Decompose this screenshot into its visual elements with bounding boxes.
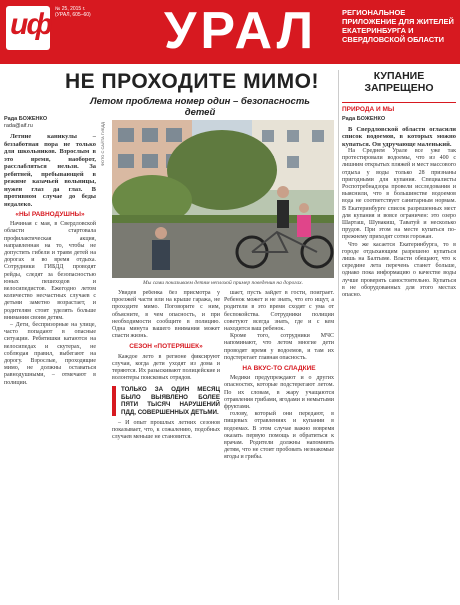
article-subtitle: Летом проблема номер один – безопасность детей [90,96,310,118]
paragraph: Увидев ребенка без присмотра у проезжей части или на крыше гаража, не проходите мимо. Поговорите с ним, объясните, в чем опасность, и при необходимости сообщите в полицию. Одна минута вашего внимания может спасти жизнь. [112,290,220,340]
paragraph: голову, который они передают, в пищевых отравлениях и купании в водоемах. В этом случае важно вовремя оказать первую помощь и обратиться к врачам. Родители должны напомнить детям, что не стоит пробовать незнакомые ягоды и грибы. [224,411,334,461]
paragraph: Что же касается Екатеринбурга, то в городе отдыхающим разрешено купаться лишь на Балтыме. Власти обещают, что к середине лета перечень станет больше, однако пока информацию о качестве воды лучше проверять самостоятельно. Купаться в не оборудованных для этого местах опасно. [342,241,456,299]
column-divider [338,70,339,600]
section-title: УРАЛ [164,2,318,60]
logo-text: иф [10,8,51,41]
sidebar-heading: КУПАНИЕ ЗАПРЕЩЕНО [364,70,434,94]
article-lead: Летние каникулы – беззаботная пора не только для школьников. Взрослым в это время, наоборот, расслабляться нельзя. За ребятней, пребывающей в режиме казачьей вольницы, нужен глаз да глаз. В противном случае до беды недалеко. [4,133,96,208]
article-column-2 [112,290,220,602]
byline-email: rada@aif.ru [4,122,33,129]
article-title: НЕ ПРОХОДИТЕ МИМО! [64,70,320,93]
sidebar-text [342,116,456,596]
paragraph: шает, пусть зайдет в гости, поиграет. Ребенок может и не знать, что его ищут, а родители в это время сходят с ума от беспокойства. Сотрудники полиции советуют всегда знать, где и с кем находится ваш ребенок. [224,290,334,333]
paragraph: Медики предупреждают и о других опасностях, которые подстерегают летом. По их словам, в жару учащаются отравления грибами, ягодами и немытыми фруктами. [224,375,334,411]
sidebar-rubric: ПРИРОДА И МЫ [342,102,456,113]
byline: Рада БОЖЕНКО [4,116,48,122]
article-column-3 [224,290,334,602]
issue-number: № 25, 2015 г. (УРАЛ, 605–60) [55,6,91,18]
photo-illustration [112,120,334,278]
paragraph: – Дети, беспризорные на улице, часто попадают в опасные ситуации. Ребятишки катаются на велосипедах и скутерах, не соблюдая правил, выбегают на дорогу. Взрослые, проходящие мимо, не должны оставаться равнодушными, – отмечают в полиции. [4,322,96,386]
sidebar-article [342,70,456,596]
section-heading: СЕЗОН «ПОТЕРЯШЕК» [129,343,203,351]
paragraph: Каждое лето в регионе фиксируют случаи, когда дети уходят из дома и теряются. Их разыскивают полицейские и волонтеры поисковых отрядов. [112,353,220,382]
sidebar-byline: Рада БОЖЕНКО [342,116,386,122]
article-photo [112,120,334,278]
pull-quote: ТОЛЬКО ЗА ОДИН МЕСЯЦ БЫЛО ВЫЯВЛЕНО БОЛЕЕ ПЯТИ ТЫСЯЧ НАРУШЕНИЙ ПДД, СОВЕРШЕННЫХ ДЕТЬМИ. [112,386,220,416]
logo [6,6,50,50]
paragraph: Начиная с мая, в Свердловской области стартовала профилактическая акция, направленная на то, чтобы не допустить гибели и травм детей на дорогах и во время отдыха. Сотрудники ГИБДД проводят рейды, следят за безопасностью юных пешеходов и велосипедистов. Ежегодно летом количество несчастных случаев с детьми заметно возрастает, и родителям стоит уделять больше внимания своим детям. [4,221,96,321]
photo-caption: Мы сами показываем детям неплохой пример поведения на дорогах. [143,280,303,286]
photo-credit: ФОТО С САЙТА ГИБДД [100,122,105,167]
paragraph: – И опыт прошлых летних сезонов показывает, что, к сожалению, подобных случаев меньше не становится. [112,420,220,441]
sidebar-lead: В Свердловской области огласили список водоемов, в которых можно купаться. Он удручающе маленький. [342,125,456,148]
masthead [0,0,460,64]
article-column-1 [4,116,96,602]
section-subtitle: РЕГИОНАЛЬНОЕ ПРИЛОЖЕНИЕ ДЛЯ ЖИТЕЛЕЙ ЕКАТЕРИНБУРГА И СВЕРДЛОВСКОЙ ОБЛАСТИ [342,8,454,44]
paragraph: На Среднем Урале все уже так протестировали водоемы, что из 400 с лишним открытых пляжей и мест массового отдыха у воды только 28 признаны пригодными для купания. Специалисты Роспотребнадзора провели исследования и выяснили, что в большинстве водоемов вода не соответствует санитарным нормам. В Екатеринбурге список разрешенных мест для купания и вовсе ограничен: это озеро Шарташ, Шувакиш, Таватуй и несколько прудов. При этом на месте купаться по-прежнему приходят сотни горожан. [342,148,456,241]
paragraph: Кроме того, сотрудники МЧС напоминают, что летом многие дети проводят время у водоемов, и там их подстерегает главная опасность. [224,333,334,361]
section-heading: НА ВКУС-ТО СЛАДКИЕ [242,365,316,373]
section-heading: «НЫ РАВНОДУШНЫ» [15,211,85,218]
